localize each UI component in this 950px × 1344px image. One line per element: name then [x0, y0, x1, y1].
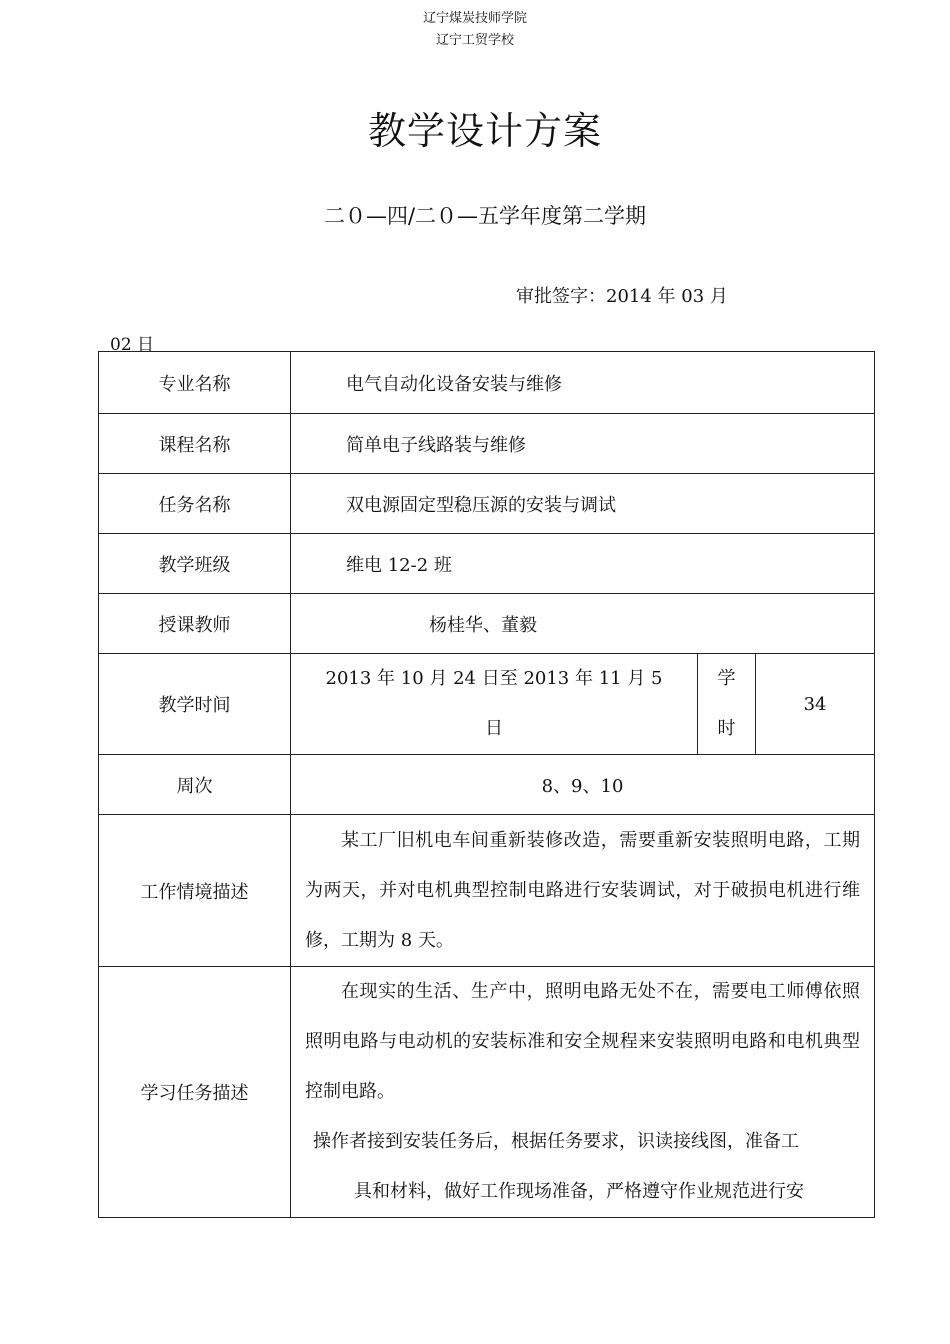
- week-label: 周次: [99, 755, 291, 815]
- row-major: [99, 352, 875, 414]
- hours-label-line2: 时: [717, 718, 736, 739]
- time-label: 教学时间: [99, 654, 291, 755]
- class-label: 教学班级: [99, 534, 291, 594]
- course-value: 简单电子线路装与维修: [291, 414, 875, 474]
- academic-term: 二０—四/二０—五学年度第二学期: [323, 204, 647, 228]
- major-label: 专业名称: [99, 352, 291, 414]
- major-value: 电气自动化设备安装与维修: [291, 352, 875, 414]
- hours-label: [698, 654, 756, 755]
- hours-value: 34: [756, 654, 875, 755]
- study-text-p2-line1: 操作者接到安装任务后，根据任务要求，识读接线图，准备工: [313, 1131, 799, 1152]
- row-class: [99, 534, 875, 594]
- approval-day: 02 日: [110, 335, 155, 355]
- teacher-value: 杨桂华、董毅: [291, 594, 875, 654]
- document-title: 教学设计方案: [367, 109, 602, 153]
- context-text: 某工厂旧机电车间重新装修改造，需要重新安装照明电路，工期为两天，并对电机典型控制电路进行安装调试，对于破损电机进行维修，工期为 8 天。: [305, 829, 861, 951]
- context-label: 工作情境描述: [99, 815, 291, 967]
- info-table: [98, 351, 875, 1218]
- row-context: [99, 815, 875, 967]
- row-week: [99, 755, 875, 815]
- school-name-1: 辽宁煤炭技师学院: [422, 11, 527, 26]
- hours-label-line1: 学: [717, 668, 736, 689]
- time-value-line1: 2013 年 10 月 24 日至 2013 年 11 月 5: [325, 668, 663, 689]
- row-teacher: [99, 594, 875, 654]
- row-time: [99, 654, 875, 755]
- row-course: [99, 414, 875, 474]
- row-study: [99, 967, 875, 1218]
- row-task: [99, 474, 875, 534]
- time-value-line2: 日: [485, 718, 503, 739]
- context-cell: [291, 815, 875, 967]
- task-value: 双电源固定型稳压源的安装与调试: [291, 474, 875, 534]
- study-cell: [291, 967, 875, 1218]
- approval-signature: 审批签字：2014 年 03 月: [516, 286, 728, 307]
- teacher-label: 授课教师: [99, 594, 291, 654]
- task-label: 任务名称: [99, 474, 291, 534]
- school-name-2: 辽宁工贸学校: [435, 33, 514, 48]
- course-label: 课程名称: [99, 414, 291, 474]
- week-value: 8、9、10: [291, 755, 875, 815]
- study-label: 学习任务描述: [99, 967, 291, 1218]
- class-value: 维电 12-2 班: [291, 534, 875, 594]
- study-text-p2-line2: 具和材料，做好工作现场准备，严格遵守作业规范进行安: [354, 1181, 804, 1202]
- study-text-p1: 在现实的生活、生产中，照明电路无处不在，需要电工师傅依照照明电路与电动机的安装标准和安全规程来安装照明电路和电机典型控制电路。: [305, 981, 861, 1102]
- time-value: [291, 654, 698, 755]
